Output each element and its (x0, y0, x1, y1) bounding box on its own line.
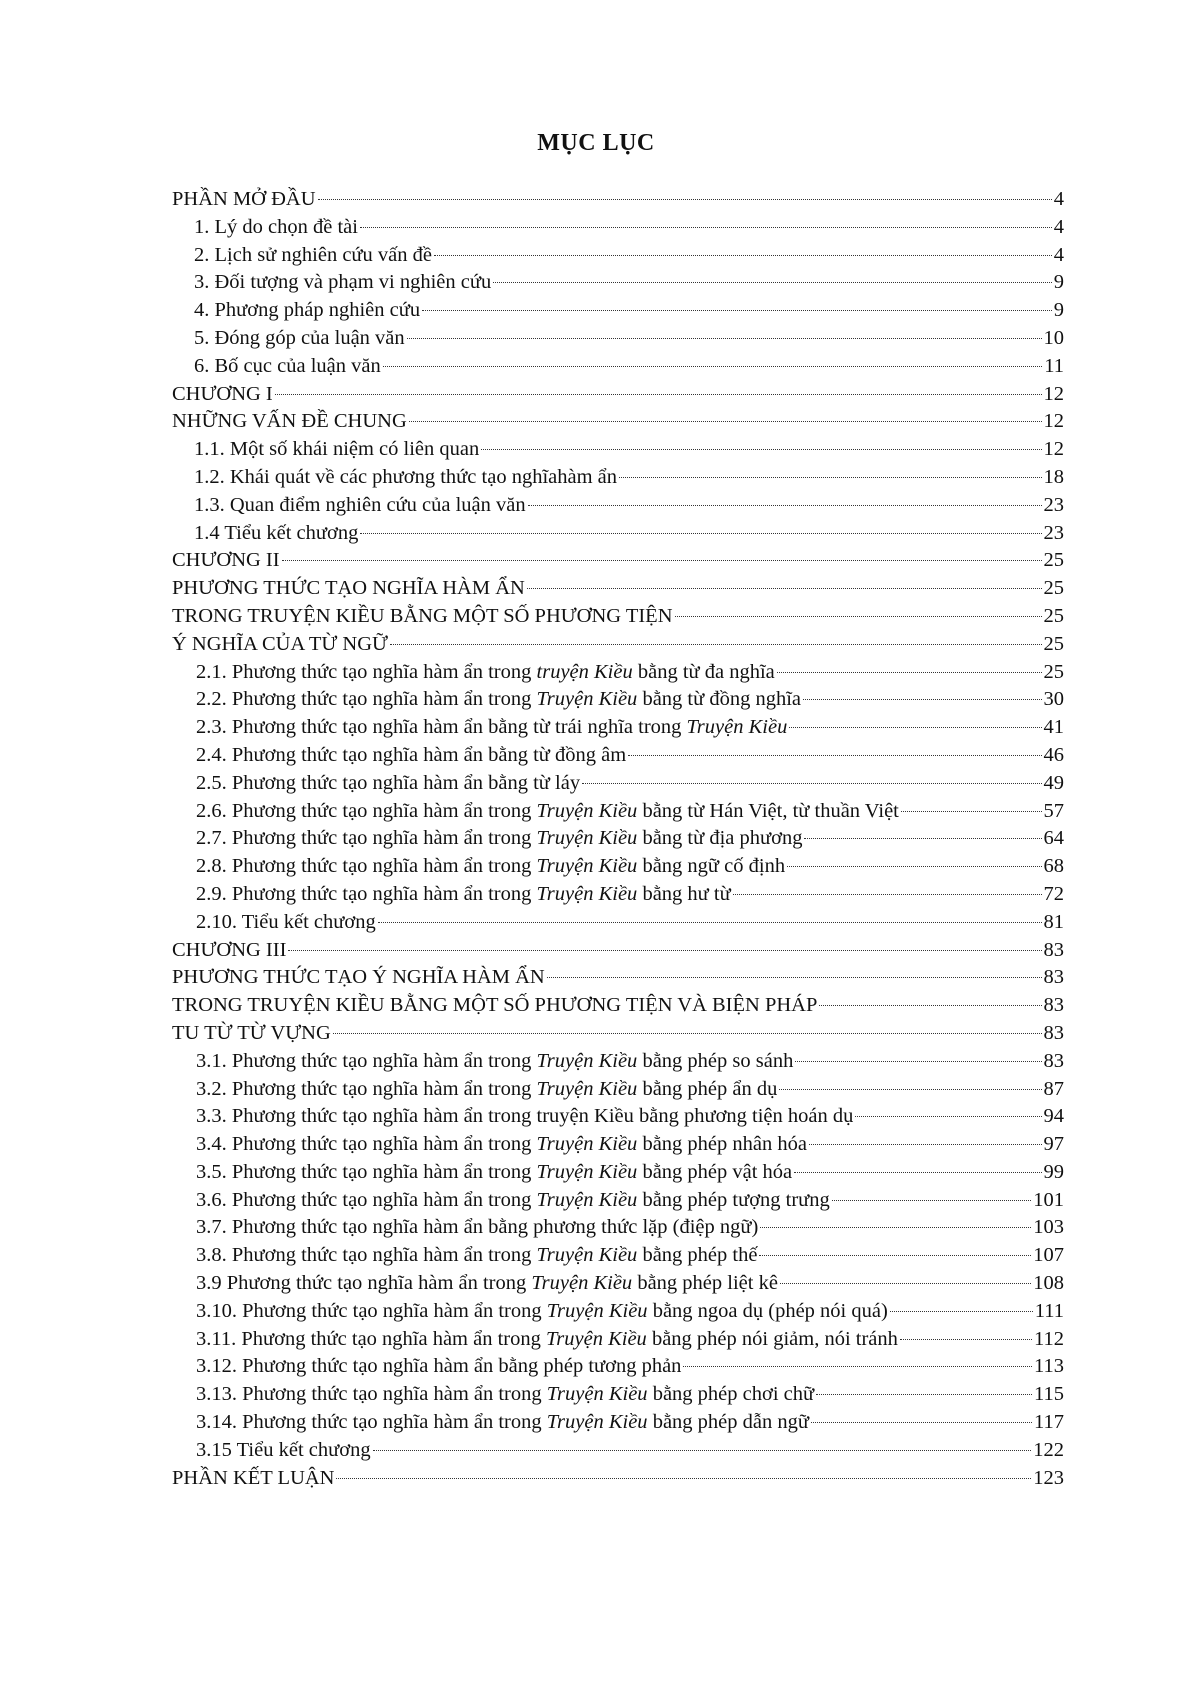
toc-page-number: 12 (1043, 438, 1064, 461)
dot-leader (794, 1172, 1041, 1173)
toc-entry (172, 214, 1064, 242)
toc-entry-text-part: 3.11. Phương thức tạo nghĩa hàm ẩn trong (196, 1327, 547, 1350)
toc-entry-text (172, 1159, 792, 1187)
toc-entry (172, 1048, 1064, 1076)
toc-page-number: 12 (1043, 382, 1064, 405)
dot-leader (811, 1422, 1032, 1423)
toc-page-number: 115 (1034, 1383, 1064, 1406)
toc-page-number: 107 (1033, 1244, 1064, 1267)
toc-entry-text (172, 1270, 778, 1298)
toc-entry-italic-text: Truyện Kiều (536, 688, 638, 711)
toc-entry-text (172, 1103, 853, 1131)
toc-entry-italic-text: Truyện Kiều (686, 716, 788, 739)
toc-page-number: 25 (1043, 660, 1064, 683)
toc-page-number: 123 (1033, 1466, 1064, 1489)
toc-page-number: 30 (1043, 688, 1064, 711)
toc-entry (172, 1409, 1064, 1437)
dot-leader (683, 1366, 1032, 1367)
toc-entry-text (172, 1187, 830, 1215)
toc-page-number: 87 (1043, 1077, 1064, 1100)
toc-page-number: 12 (1043, 410, 1064, 433)
toc-entry-text (172, 325, 405, 353)
dot-leader (759, 1255, 1031, 1256)
toc-entry-italic-text: Truyện Kiều (536, 799, 638, 822)
toc-entry-text-part: 2.10. Tiểu kết chương (196, 910, 376, 933)
toc-entry (172, 853, 1064, 881)
toc-entry-text-part: 3.14. Phương thức tạo nghĩa hàm ẩn trong (196, 1411, 547, 1434)
toc-page-number: 117 (1034, 1411, 1064, 1434)
dot-leader (789, 727, 1041, 728)
toc-entry (172, 1465, 1064, 1493)
dot-leader (481, 449, 1041, 450)
toc-entry-text-part: 4. Phương pháp nghiên cứu (194, 299, 421, 322)
toc-entry-text (172, 1131, 807, 1159)
toc-entry (172, 686, 1064, 714)
toc-entry (172, 1020, 1064, 1048)
dot-leader (333, 1033, 1042, 1034)
dot-leader (378, 922, 1042, 923)
toc-entry-text-part: bằng ngữ cố định (637, 855, 786, 878)
toc-entry-text-part: 2.7. Phương thức tạo nghĩa hàm ẩn trong (196, 827, 537, 850)
toc-page-number: 112 (1034, 1327, 1064, 1350)
toc-page-number: 97 (1043, 1133, 1064, 1156)
dot-leader (619, 477, 1041, 478)
toc-entry-italic-text: Truyện Kiều (546, 1327, 647, 1350)
toc-entry-italic-text: Truyện Kiều (536, 827, 638, 850)
toc-entry (172, 1159, 1064, 1187)
toc-entry-text-part: 1.3. Quan điểm nghiên cứu của luận văn (194, 493, 526, 516)
toc-entry-text-part: Ý NGHĨA CỦA TỪ NGỮ (172, 632, 388, 655)
toc-entry (172, 825, 1064, 853)
toc-entry (172, 186, 1064, 214)
toc-entry-text (172, 297, 420, 325)
toc-entry-italic-text: Truyện Kiều (536, 1077, 638, 1100)
toc-entry (172, 742, 1064, 770)
toc-entry (172, 1437, 1064, 1465)
toc-entry-text-part: 6. Bố cục của luận văn (194, 354, 381, 377)
toc-page-number: 46 (1043, 743, 1064, 766)
toc-entry (172, 520, 1064, 548)
toc-entry-text-part: PHẦN MỞ ĐẦU (172, 188, 316, 210)
toc-page-number: 25 (1043, 604, 1064, 627)
page-title: MỤC LỤC (537, 130, 655, 156)
toc-entry (172, 1076, 1064, 1104)
toc-entry-text (172, 381, 273, 409)
toc-entry-text (172, 1020, 331, 1048)
toc-entry-text (172, 492, 526, 520)
toc-entry-text-part: bằng hư từ (637, 882, 731, 905)
toc-page-number: 103 (1033, 1216, 1064, 1239)
toc-entry-text (172, 603, 673, 631)
toc-entry-text (172, 1437, 371, 1465)
toc-entry-italic-text: Truyện Kiều (536, 1049, 638, 1072)
toc-entry (172, 909, 1064, 937)
dot-leader (780, 1283, 1031, 1284)
toc-page-number: 94 (1043, 1105, 1064, 1128)
toc-page-number: 108 (1033, 1272, 1064, 1295)
toc-entry-text-part: 1.4 Tiểu kết chương (194, 521, 359, 544)
toc-page-number: 18 (1043, 465, 1064, 488)
toc-entry-text-part: 3.5. Phương thức tạo nghĩa hàm ẩn trong (196, 1160, 537, 1183)
toc-page-number: 99 (1043, 1160, 1064, 1183)
toc-page-number: 113 (1034, 1355, 1064, 1378)
toc-entry (172, 547, 1064, 575)
dot-leader (360, 227, 1052, 228)
dot-leader (409, 421, 1042, 422)
dot-leader (809, 1144, 1042, 1145)
toc-entry-text-part: bằng từ đồng nghĩa (637, 688, 802, 711)
dot-leader (383, 366, 1043, 367)
toc-entry-text (172, 1326, 898, 1354)
toc-entry-text-part: CHƯƠNG II (172, 549, 280, 572)
toc-entry-text (172, 547, 280, 575)
toc-entry-text (172, 408, 407, 436)
toc-entry-text-part: 2.9. Phương thức tạo nghĩa hàm ẩn trong (196, 882, 537, 905)
dot-leader (777, 672, 1042, 673)
toc-page-number: 64 (1043, 827, 1064, 850)
toc-entry (172, 964, 1064, 992)
dot-leader (288, 950, 1041, 951)
toc-entry (172, 408, 1064, 436)
toc-entry-text-part: 3.2. Phương thức tạo nghĩa hàm ẩn trong (196, 1077, 537, 1100)
dot-leader (803, 699, 1041, 700)
toc-entry-text-part: 3. Đối tượng và phạm vi nghiên cứu (194, 271, 492, 294)
toc-entry-text (172, 1076, 777, 1104)
toc-entry-text-part: 3.10. Phương thức tạo nghĩa hàm ẩn trong (196, 1299, 547, 1322)
toc-entry-text (172, 464, 617, 492)
toc-page-number: 23 (1043, 493, 1064, 516)
toc-page-number: 72 (1043, 882, 1064, 905)
toc-entry-text-part: PHƯƠNG THỨC TẠO Ý NGHĨA HÀM ẨN (172, 966, 545, 989)
toc-entry-text (172, 1242, 757, 1270)
dot-leader (832, 1200, 1031, 1201)
toc-page-number: 4 (1053, 215, 1064, 238)
toc-entry (172, 1270, 1064, 1298)
dot-leader (855, 1116, 1041, 1117)
toc-entry (172, 603, 1064, 631)
toc-page-number: 41 (1043, 716, 1064, 739)
toc-entry-text-part: PHẦN KẾT LUẬN (172, 1466, 335, 1489)
toc-entry-text-part: 3.7. Phương thức tạo nghĩa hàm ẩn bằng phương thức lặp (điệp ngữ) (196, 1216, 759, 1239)
dot-leader (275, 394, 1042, 395)
toc-entry (172, 575, 1064, 603)
toc-entry-text-part: 2.2. Phương thức tạo nghĩa hàm ẩn trong (196, 688, 537, 711)
toc-entry (172, 1131, 1064, 1159)
toc-entry-text-part: bằng từ địa phương (637, 827, 803, 850)
toc-entry-text-part: bằng phép chơi chữ (647, 1383, 815, 1406)
toc-entry (172, 1103, 1064, 1131)
toc-page-number: 49 (1043, 771, 1064, 794)
dot-leader (434, 255, 1052, 256)
toc-page-number: 10 (1043, 326, 1064, 349)
toc-entry-text (172, 1298, 888, 1326)
toc-entry-text-part: bằng phép nhân hóa (637, 1133, 807, 1156)
toc-entry (172, 714, 1064, 742)
toc-entry-text (172, 742, 626, 770)
toc-entry (172, 242, 1064, 270)
toc-entry (172, 492, 1064, 520)
toc-entry-italic-text: Truyện Kiều (536, 1133, 638, 1156)
toc-page-number: 83 (1043, 966, 1064, 989)
dot-leader (779, 1089, 1041, 1090)
toc-entry (172, 436, 1064, 464)
toc-page-number: 23 (1043, 521, 1064, 544)
toc-page-number: 83 (1043, 938, 1064, 961)
toc-entry-italic-text: Truyện Kiều (536, 882, 638, 905)
toc-entry-text (172, 686, 801, 714)
toc-page-number: 83 (1043, 1021, 1064, 1044)
toc-page-number: 9 (1053, 271, 1064, 294)
toc-entry-text (172, 214, 358, 242)
toc-entry-italic-text: Truyện Kiều (536, 1188, 638, 1211)
dot-leader (733, 894, 1042, 895)
dot-leader (582, 783, 1041, 784)
toc-entry (172, 1242, 1064, 1270)
toc-entry-text (172, 770, 580, 798)
toc-entry (172, 1187, 1064, 1215)
toc-page-number: 4 (1053, 243, 1064, 266)
dot-leader (816, 1394, 1032, 1395)
toc-page-number: 122 (1033, 1438, 1064, 1461)
toc-entry-text-part: CHƯƠNG I (172, 382, 273, 405)
toc-entry-text (172, 353, 381, 381)
dot-leader (890, 1311, 1033, 1312)
dot-leader (795, 1061, 1041, 1062)
toc-page-number: 9 (1053, 299, 1064, 322)
toc-entry-text-part: bằng phép tượng trưng (637, 1188, 830, 1211)
toc-entry-text-part: 3.8. Phương thức tạo nghĩa hàm ẩn trong (196, 1244, 537, 1267)
toc-entry-text-part: TRONG TRUYỆN KIỀU BẰNG MỘT SỐ PHƯƠNG TIỆN (172, 604, 673, 627)
toc-entry (172, 325, 1064, 353)
toc-entry-text (172, 881, 731, 909)
toc-entry (172, 1381, 1064, 1409)
toc-entry-text-part: bằng từ đa nghĩa (632, 660, 775, 683)
toc-entry-text-part: TU TỪ TỪ VỰNG (172, 1021, 331, 1044)
toc-entry-text-part: 1.2. Khái quát về các phương thức tạo nghĩahàm ẩn (194, 465, 618, 488)
toc-entry-text (172, 798, 899, 826)
dot-leader (527, 588, 1042, 589)
toc-entry-text-part: 1. Lý do chọn đề tài (194, 215, 358, 238)
toc-entry-text (172, 575, 525, 603)
toc-entry-text-part: bằng phép vật hóa (637, 1160, 793, 1183)
toc-entry-text-part: PHƯƠNG THỨC TẠO NGHĨA HÀM ẨN (172, 577, 525, 600)
toc-entry-text-part: 2. Lịch sử nghiên cứu vấn đề (194, 243, 432, 266)
toc-entry-text-part: bằng phép ẩn dụ (637, 1077, 778, 1100)
toc-entry (172, 798, 1064, 826)
toc-entry (172, 659, 1064, 687)
toc-entry (172, 1298, 1064, 1326)
toc-entry-text (172, 436, 479, 464)
toc-entry-text-part: 3.9 Phương thức tạo nghĩa hàm ẩn trong (196, 1272, 532, 1295)
toc-entry (172, 1214, 1064, 1242)
toc-entry-italic-text: Truyện Kiều (546, 1411, 648, 1434)
toc-entry (172, 1353, 1064, 1381)
dot-leader (336, 1478, 1031, 1479)
toc-entry (172, 269, 1064, 297)
toc-entry-italic-text: Truyện Kiều (531, 1272, 633, 1295)
toc-entry-italic-text: Truyện Kiều (536, 855, 638, 878)
dot-leader (901, 811, 1042, 812)
toc-entry-text-part: 3.4. Phương thức tạo nghĩa hàm ẩn trong (196, 1133, 537, 1156)
dot-leader (900, 1339, 1032, 1340)
toc-entry-text (172, 1048, 793, 1076)
dot-leader (547, 977, 1042, 978)
toc-entry-text-part: 3.12. Phương thức tạo nghĩa hàm ẩn bằng phép tương phản (196, 1355, 682, 1378)
toc-entry-text-part: 2.1. Phương thức tạo nghĩa hàm ẩn trong (196, 660, 537, 683)
toc-entry-text-part: 2.3. Phương thức tạo nghĩa hàm ẩn bằng từ trái nghĩa trong (196, 716, 687, 739)
toc-entry-text-part: bằng ngoa dụ (phép nói quá) (647, 1299, 888, 1322)
toc-entry-text-part: 3.15 Tiểu kết chương (196, 1438, 371, 1461)
toc-entry (172, 353, 1064, 381)
toc-entry-text-part: 3.6. Phương thức tạo nghĩa hàm ẩn trong (196, 1188, 537, 1211)
toc-entry-text (172, 937, 286, 965)
toc-page-number: 25 (1043, 632, 1064, 655)
dot-leader (804, 838, 1041, 839)
toc-page-number: 101 (1033, 1188, 1064, 1211)
toc-entry (172, 770, 1064, 798)
toc-page-number: 83 (1043, 1049, 1064, 1072)
dot-leader (493, 282, 1052, 283)
toc-entry-text (172, 1353, 681, 1381)
toc-entry-text-part: bằng phép thế (637, 1244, 758, 1267)
toc-page-number: 83 (1043, 994, 1064, 1017)
toc-entry-text (172, 825, 802, 853)
toc-entry-text (172, 964, 545, 992)
toc-entry-italic-text: Truyện Kiều (536, 1160, 638, 1183)
toc-entry-text-part: 3.3. Phương thức tạo nghĩa hàm ẩn trong truyện Kiều bằng phương tiện hoán dụ (196, 1105, 854, 1128)
toc-entry-text (172, 1381, 814, 1409)
toc-entry-text (172, 631, 388, 659)
toc-entry-text-part: 2.5. Phương thức tạo nghĩa hàm ẩn bằng từ láy (196, 771, 581, 794)
toc-entry-text (172, 186, 316, 214)
dot-leader (422, 310, 1052, 311)
toc-entry-italic-text: Truyện Kiều (536, 1244, 638, 1267)
toc-entry-text-part: 3.1. Phương thức tạo nghĩa hàm ẩn trong (196, 1049, 537, 1072)
toc-entry-text-part: 2.8. Phương thức tạo nghĩa hàm ẩn trong (196, 855, 537, 878)
dot-leader (373, 1450, 1032, 1451)
toc-entry-text-part: 2.6. Phương thức tạo nghĩa hàm ẩn trong (196, 799, 537, 822)
toc-entry-text-part: 5. Đóng góp của luận văn (194, 326, 405, 349)
toc-entry (172, 297, 1064, 325)
toc-entry-text (172, 269, 491, 297)
toc-page-number: 68 (1043, 855, 1064, 878)
dot-leader (360, 533, 1041, 534)
toc-entry-italic-text: truyện Kiều (536, 660, 633, 683)
toc-entry-text (172, 714, 787, 742)
dot-leader (760, 1227, 1031, 1228)
toc-page-number: 11 (1044, 354, 1064, 377)
toc-entry-text (172, 1465, 334, 1493)
table-of-contents (172, 186, 1064, 1492)
dot-leader (675, 616, 1042, 617)
toc-entry-italic-text: Truyện Kiều (546, 1383, 648, 1406)
toc-entry-text (172, 909, 376, 937)
dot-leader (528, 505, 1042, 506)
toc-entry-text-part: 1.1. Một số khái niệm có liên quan (194, 438, 480, 461)
toc-entry (172, 1326, 1064, 1354)
toc-entry (172, 881, 1064, 909)
toc-page-number: 111 (1034, 1299, 1064, 1322)
toc-entry-text-part: bằng phép dẫn ngữ (647, 1411, 809, 1434)
dot-leader (318, 199, 1052, 200)
toc-entry-text (172, 242, 432, 270)
toc-page-number: 25 (1043, 577, 1064, 600)
toc-page-number: 4 (1053, 188, 1064, 210)
toc-entry-text (172, 659, 775, 687)
toc-entry-text-part: TRONG TRUYỆN KIỀU BẰNG MỘT SỐ PHƯƠNG TIỆN VÀ BIỆN PHÁP (172, 994, 818, 1017)
toc-entry-text (172, 992, 817, 1020)
toc-entry-text (172, 853, 785, 881)
toc-entry (172, 937, 1064, 965)
toc-entry-text (172, 1409, 809, 1437)
toc-entry-text-part: NHỮNG VẤN ĐỀ CHUNG (172, 410, 407, 433)
toc-page-number: 25 (1043, 549, 1064, 572)
dot-leader (787, 866, 1041, 867)
toc-entry-text-part: bằng phép so sánh (637, 1049, 794, 1072)
toc-entry-text-part: bằng phép liệt kê (632, 1272, 778, 1295)
dot-leader (628, 755, 1041, 756)
toc-entry-text-part: 3.13. Phương thức tạo nghĩa hàm ẩn trong (196, 1383, 547, 1406)
toc-entry-italic-text: Truyện Kiều (546, 1299, 648, 1322)
toc-entry-text-part: 2.4. Phương thức tạo nghĩa hàm ẩn bằng từ đồng âm (196, 743, 627, 766)
toc-entry (172, 464, 1064, 492)
toc-entry-text-part: bằng phép nói giảm, nói tránh (646, 1327, 898, 1350)
toc-entry-text (172, 1214, 758, 1242)
toc-entry-text-part: bằng từ Hán Việt, từ thuần Việt (637, 799, 899, 822)
dot-leader (390, 644, 1042, 645)
toc-entry-text-part: CHƯƠNG III (172, 938, 287, 961)
dot-leader (282, 560, 1042, 561)
toc-page-number: 81 (1043, 910, 1064, 933)
toc-entry-text (172, 520, 358, 548)
dot-leader (819, 1005, 1041, 1006)
toc-entry (172, 992, 1064, 1020)
toc-entry (172, 381, 1064, 409)
toc-page-number: 57 (1043, 799, 1064, 822)
dot-leader (407, 338, 1042, 339)
toc-entry (172, 631, 1064, 659)
